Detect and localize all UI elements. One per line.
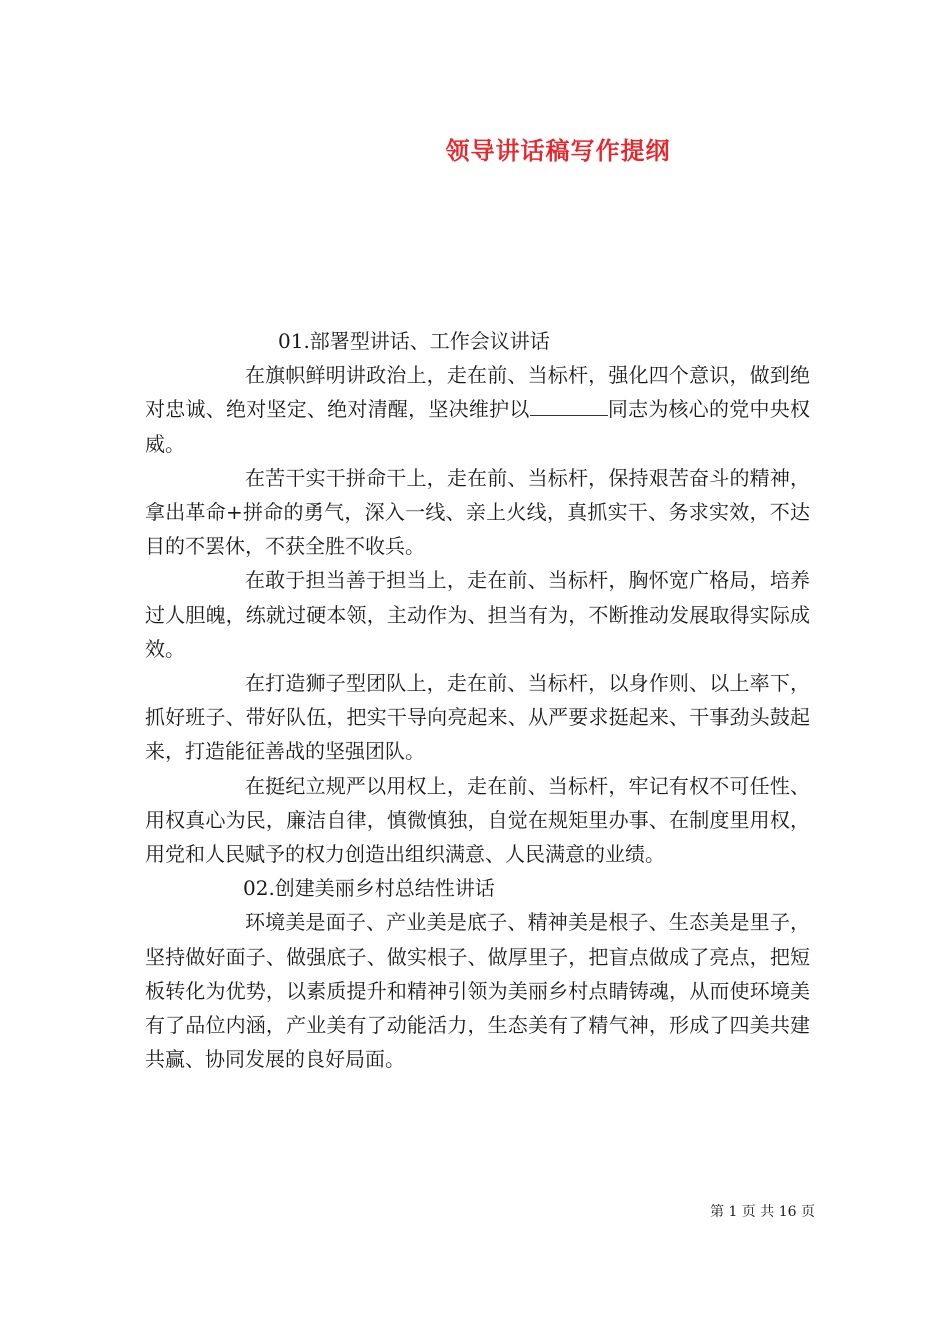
paragraph: 在苦干实干拼命干上，走在前、当标杆，保持艰苦奋斗的精神，拿出革命+拼命的勇气，深入一线、亲上火线，真抓实干、务求实效，不达目的不罢休，不获全胜不收兵。: [145, 465, 810, 559]
paragraph: 在敢于担当善于担当上，走在前、当标杆，胸怀宽广格局，培养过人胆魄，练就过硬本领，主动作为、担当有为，不断推动发展取得实际成效。: [145, 568, 810, 661]
document-body: [145, 324, 810, 1076]
paragraph: 环境美是面子、产业美是底子、精神美是根子、生态美是里子，坚持做好面子、做强底子、做实根子、做厚里子，把盲点做成了亮点，把短板转化为优势，以素质提升和精神引领为美丽乡村点睛铸魂，从而使环境美有了品位内涵，产业美有了动能活力，生态美有了精气神，形成了四美共建共赢、协同发展的良好局面。: [145, 910, 810, 1072]
section-heading-02: 02.创建美丽乡村总结性讲话: [243, 876, 495, 901]
paragraph: 在挺纪立规严以用权上，走在前、当标杆，牢记有权不可任性、用权真心为民，廉洁自律，慎微慎独，自觉在规矩里办事、在制度里用权，用党和人民赋予的权力创造出组织满意、人民满意的业绩。: [145, 773, 810, 867]
paragraph-text: 同志为核心的党中央权威。: [145, 397, 811, 456]
paragraph: [145, 358, 810, 461]
paragraph-text: 在旗帜鲜明讲政治上，走在前、当标杆，强化四个意识，做到绝对忠诚、绝对坚定、绝对清醒，坚决维护以: [145, 363, 810, 422]
page-number-footer: 第 1 页 共 16 页: [710, 1204, 815, 1220]
fill-in-blank: [530, 397, 608, 416]
paragraph: 在打造狮子型团队上，走在前、当标杆，以身作则、以上率下，抓好班子、带好队伍，把实干导向亮起来、从严要求挺起来、干事劲头鼓起来，打造能征善战的坚强团队。: [145, 671, 810, 764]
section-heading-01: 01.部署型讲话、工作会议讲话: [278, 329, 550, 353]
document-title: 领导讲话稿写作提纲: [445, 136, 671, 165]
